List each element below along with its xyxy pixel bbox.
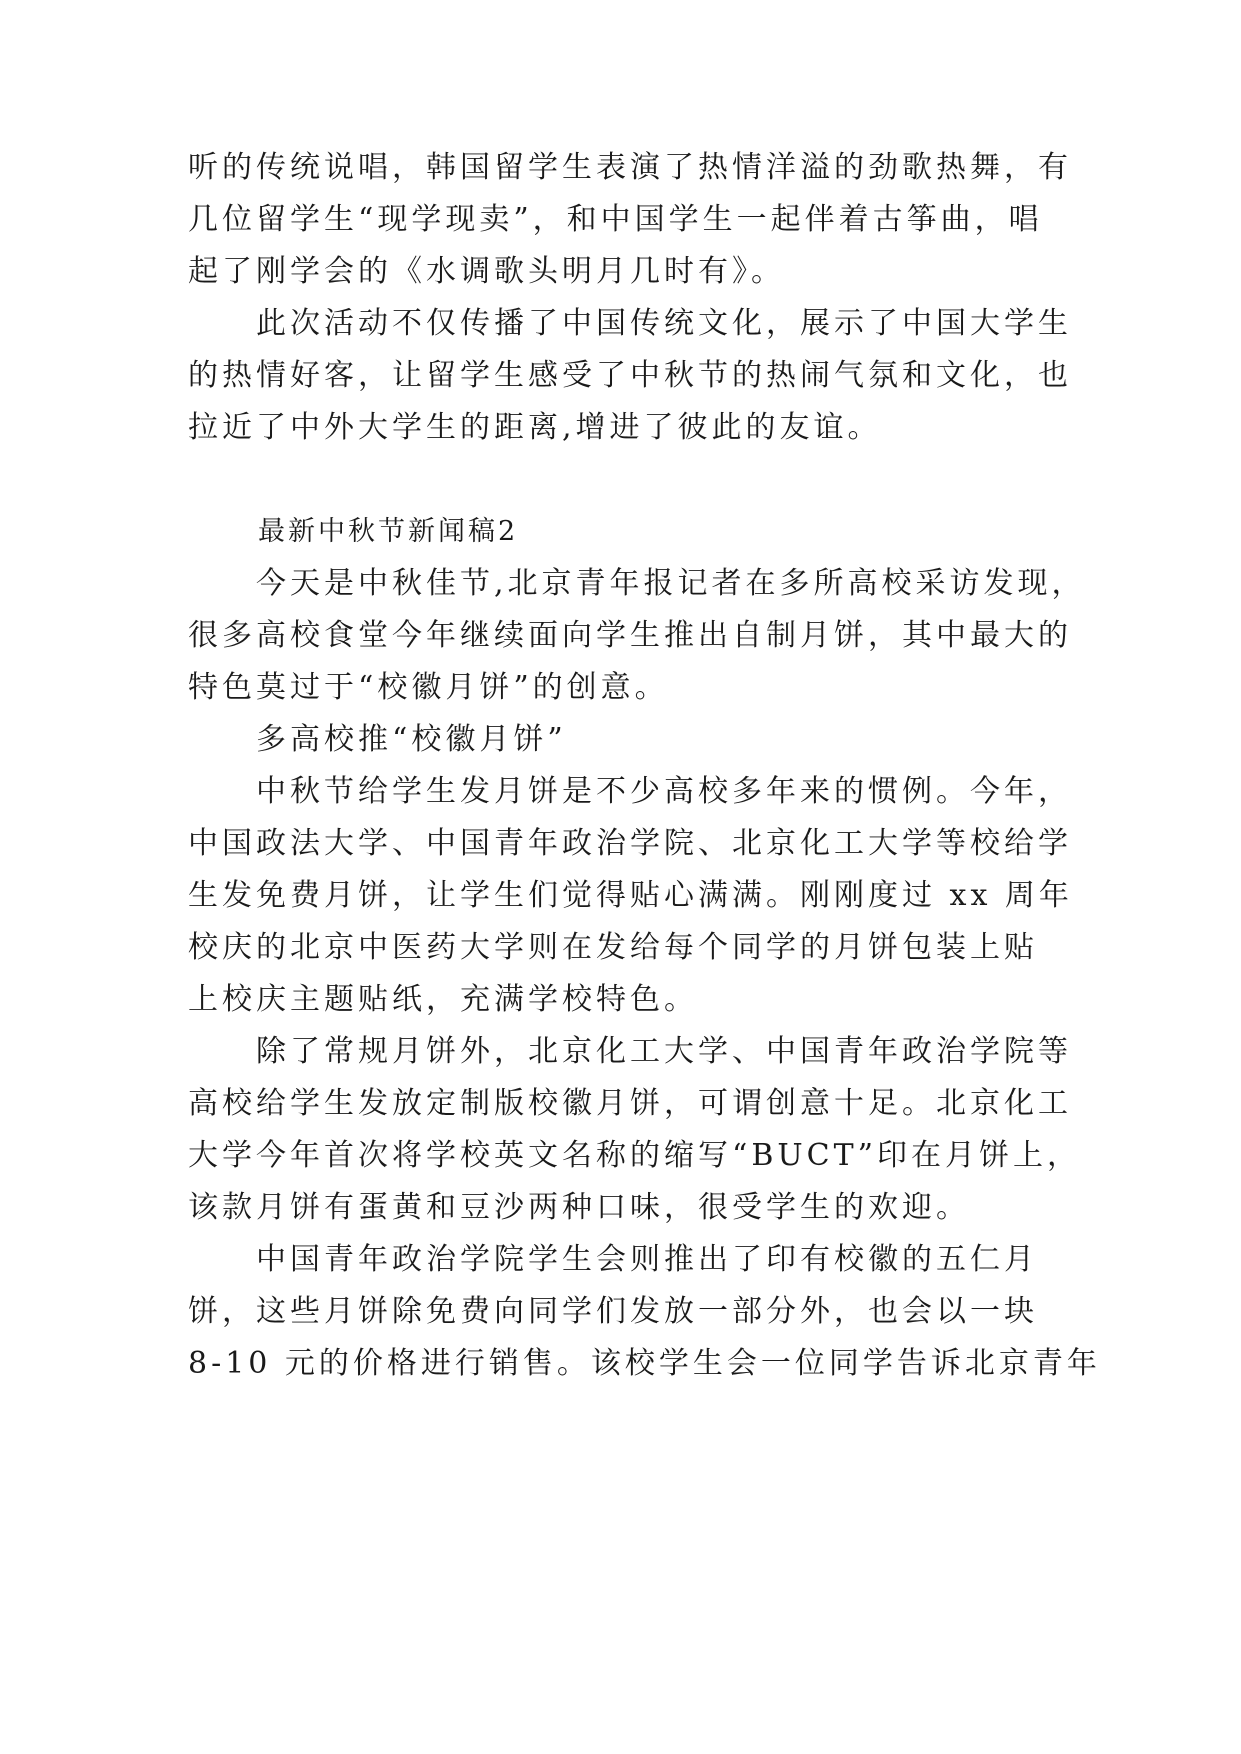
paragraph-line: 听的传统说唱，韩国留学生表演了热情洋溢的劲歌热舞，有 <box>188 150 1072 185</box>
paragraph-line: 起了刚学会的《水调歌头明月几时有》。 <box>188 254 785 289</box>
paragraph-line: 该款月饼有蛋黄和豆沙两种口味，很受学生的欢迎。 <box>188 1190 970 1225</box>
paragraph-line: 中秋节给学生发月饼是不少高校多年来的惯例。今年， <box>188 774 1072 809</box>
paragraph-line: 除了常规月饼外，北京化工大学、中国青年政治学院等 <box>188 1034 1072 1069</box>
paragraph-line: 生发免费月饼，让学生们觉得贴心满满。刚刚度过 xx 周年 <box>188 878 1073 913</box>
paragraph-line: 此次活动不仅传播了中国传统文化，展示了中国大学生 <box>188 306 1072 341</box>
paragraph-line: 特色莫过于“校徽月饼”的创意。 <box>188 670 669 705</box>
paragraph-line: 高校给学生发放定制版校徽月饼，可谓创意十足。北京化工 <box>188 1086 1072 1121</box>
paragraph-line: 很多高校食堂今年继续面向学生推出自制月饼，其中最大的 <box>188 618 1072 653</box>
section-heading: 最新中秋节新闻稿2 <box>258 516 519 547</box>
paragraph-line: 饼，这些月饼除免费向同学们发放一部分外，也会以一块 <box>188 1294 1038 1329</box>
paragraph-line: 拉近了中外大学生的距离,增进了彼此的友谊。 <box>188 410 882 445</box>
paragraph-line: 中国政法大学、中国青年政治学院、北京化工大学等校给学 <box>188 826 1072 861</box>
paragraph-line: 大学今年首次将学校英文名称的缩写“BUCT”印在月饼上， <box>188 1138 1081 1173</box>
paragraph-line: 今天是中秋佳节,北京青年报记者在多所高校采访发现， <box>188 566 1086 601</box>
paragraph-line: 上校庆主题贴纸，充满学校特色。 <box>188 982 698 1017</box>
paragraph-line: 的热情好客，让留学生感受了中秋节的热闹气氛和文化，也 <box>188 358 1072 393</box>
paragraph-line: 中国青年政治学院学生会则推出了印有校徽的五仁月 <box>188 1242 1038 1277</box>
paragraph-line: 8-10 元的价格进行销售。该校学生会一位同学告诉北京青年 <box>188 1346 1101 1381</box>
subheading-line: 多高校推“校徽月饼” <box>188 722 567 757</box>
paragraph-line: 几位留学生“现学现卖”，和中国学生一起伴着古筝曲，唱 <box>188 202 1043 237</box>
paragraph-line: 校庆的北京中医药大学则在发给每个同学的月饼包装上贴 <box>188 930 1038 965</box>
